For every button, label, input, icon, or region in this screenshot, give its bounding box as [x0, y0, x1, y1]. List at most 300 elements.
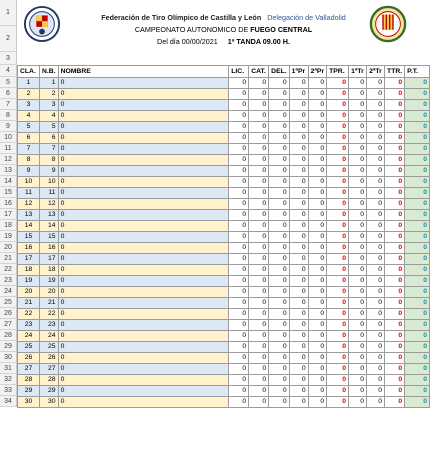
row-header[interactable]: 16	[0, 198, 17, 209]
del-cell[interactable]: 0	[269, 320, 289, 331]
pr1-cell[interactable]: 0	[289, 155, 308, 166]
tpr-cell[interactable]: 0	[327, 100, 349, 111]
tr2-cell[interactable]: 0	[367, 287, 385, 298]
cat-cell[interactable]: 0	[249, 353, 269, 364]
tr2-cell[interactable]: 0	[367, 89, 385, 100]
name-cell[interactable]: 0	[58, 243, 229, 254]
cat-cell[interactable]: 0	[249, 287, 269, 298]
row-header[interactable]: 9	[0, 121, 17, 132]
cla-cell[interactable]: 10	[18, 177, 40, 188]
tpr-cell[interactable]: 0	[327, 364, 349, 375]
name-cell[interactable]: 0	[58, 144, 229, 155]
lic-cell[interactable]: 0	[229, 375, 249, 386]
tr2-cell[interactable]: 0	[367, 221, 385, 232]
row-header[interactable]: 31	[0, 363, 17, 374]
tpr-cell[interactable]: 0	[327, 133, 349, 144]
tpr-cell[interactable]: 0	[327, 155, 349, 166]
column-header[interactable]: 1ªPr	[289, 66, 308, 78]
cat-cell[interactable]: 0	[249, 166, 269, 177]
tr2-cell[interactable]: 0	[367, 397, 385, 408]
pt-cell[interactable]: 0	[405, 353, 430, 364]
row-header[interactable]: 32	[0, 374, 17, 385]
tr2-cell[interactable]: 0	[367, 320, 385, 331]
tr2-cell[interactable]: 0	[367, 353, 385, 364]
tr2-cell[interactable]: 0	[367, 364, 385, 375]
row-header[interactable]: 10	[0, 132, 17, 143]
tpr-cell[interactable]: 0	[327, 309, 349, 320]
cat-cell[interactable]: 0	[249, 276, 269, 287]
lic-cell[interactable]: 0	[229, 276, 249, 287]
tr2-cell[interactable]: 0	[367, 309, 385, 320]
pr1-cell[interactable]: 0	[289, 265, 308, 276]
tpr-cell[interactable]: 0	[327, 298, 349, 309]
cat-cell[interactable]: 0	[249, 375, 269, 386]
tr1-cell[interactable]: 0	[349, 221, 367, 232]
tr1-cell[interactable]: 0	[349, 276, 367, 287]
name-cell[interactable]: 0	[58, 89, 229, 100]
pr1-cell[interactable]: 0	[289, 298, 308, 309]
tpr-cell[interactable]: 0	[327, 144, 349, 155]
lic-cell[interactable]: 0	[229, 243, 249, 254]
nb-cell[interactable]: 17	[39, 254, 58, 265]
lic-cell[interactable]: 0	[229, 188, 249, 199]
row-header[interactable]: 29	[0, 341, 17, 352]
name-cell[interactable]: 0	[58, 210, 229, 221]
ttr-cell[interactable]: 0	[385, 144, 405, 155]
row-header[interactable]: 5	[0, 77, 17, 88]
tr2-cell[interactable]: 0	[367, 166, 385, 177]
pr1-cell[interactable]: 0	[289, 199, 308, 210]
del-cell[interactable]: 0	[269, 166, 289, 177]
tr2-cell[interactable]: 0	[367, 254, 385, 265]
cla-cell[interactable]: 3	[18, 100, 40, 111]
pr1-cell[interactable]: 0	[289, 254, 308, 265]
nb-cell[interactable]: 26	[39, 353, 58, 364]
del-cell[interactable]: 0	[269, 309, 289, 320]
pt-cell[interactable]: 0	[405, 188, 430, 199]
lic-cell[interactable]: 0	[229, 265, 249, 276]
tr1-cell[interactable]: 0	[349, 100, 367, 111]
nb-cell[interactable]: 11	[39, 188, 58, 199]
pt-cell[interactable]: 0	[405, 254, 430, 265]
name-cell[interactable]: 0	[58, 232, 229, 243]
nb-cell[interactable]: 19	[39, 276, 58, 287]
pr2-cell[interactable]: 0	[308, 100, 326, 111]
pt-cell[interactable]: 0	[405, 375, 430, 386]
pt-cell[interactable]: 0	[405, 232, 430, 243]
cla-cell[interactable]: 27	[18, 364, 40, 375]
column-header[interactable]: CAT.	[249, 66, 269, 78]
pr1-cell[interactable]: 0	[289, 166, 308, 177]
name-cell[interactable]: 0	[58, 320, 229, 331]
lic-cell[interactable]: 0	[229, 342, 249, 353]
tpr-cell[interactable]: 0	[327, 122, 349, 133]
ttr-cell[interactable]: 0	[385, 254, 405, 265]
ttr-cell[interactable]: 0	[385, 78, 405, 89]
tpr-cell[interactable]: 0	[327, 386, 349, 397]
cat-cell[interactable]: 0	[249, 254, 269, 265]
nb-cell[interactable]: 4	[39, 111, 58, 122]
tr1-cell[interactable]: 0	[349, 177, 367, 188]
del-cell[interactable]: 0	[269, 78, 289, 89]
nb-cell[interactable]: 29	[39, 386, 58, 397]
tpr-cell[interactable]: 0	[327, 210, 349, 221]
tpr-cell[interactable]: 0	[327, 320, 349, 331]
tr1-cell[interactable]: 0	[349, 232, 367, 243]
cat-cell[interactable]: 0	[249, 298, 269, 309]
nb-cell[interactable]: 10	[39, 177, 58, 188]
tpr-cell[interactable]: 0	[327, 232, 349, 243]
cla-cell[interactable]: 20	[18, 287, 40, 298]
lic-cell[interactable]: 0	[229, 254, 249, 265]
nb-cell[interactable]: 24	[39, 331, 58, 342]
pt-cell[interactable]: 0	[405, 166, 430, 177]
cat-cell[interactable]: 0	[249, 133, 269, 144]
name-cell[interactable]: 0	[58, 221, 229, 232]
column-header[interactable]: 1ªTr	[349, 66, 367, 78]
pt-cell[interactable]: 0	[405, 221, 430, 232]
cla-cell[interactable]: 12	[18, 199, 40, 210]
tr2-cell[interactable]: 0	[367, 298, 385, 309]
tr1-cell[interactable]: 0	[349, 287, 367, 298]
cla-cell[interactable]: 7	[18, 144, 40, 155]
ttr-cell[interactable]: 0	[385, 155, 405, 166]
tr1-cell[interactable]: 0	[349, 364, 367, 375]
pr1-cell[interactable]: 0	[289, 188, 308, 199]
pt-cell[interactable]: 0	[405, 276, 430, 287]
cat-cell[interactable]: 0	[249, 155, 269, 166]
ttr-cell[interactable]: 0	[385, 221, 405, 232]
pt-cell[interactable]: 0	[405, 199, 430, 210]
column-header[interactable]: 2ªTr	[367, 66, 385, 78]
pt-cell[interactable]: 0	[405, 100, 430, 111]
del-cell[interactable]: 0	[269, 111, 289, 122]
pr1-cell[interactable]: 0	[289, 386, 308, 397]
pr1-cell[interactable]: 0	[289, 111, 308, 122]
tr2-cell[interactable]: 0	[367, 210, 385, 221]
nb-cell[interactable]: 27	[39, 364, 58, 375]
row-header[interactable]: 15	[0, 187, 17, 198]
lic-cell[interactable]: 0	[229, 309, 249, 320]
cla-cell[interactable]: 5	[18, 122, 40, 133]
lic-cell[interactable]: 0	[229, 166, 249, 177]
nb-cell[interactable]: 7	[39, 144, 58, 155]
cat-cell[interactable]: 0	[249, 122, 269, 133]
ttr-cell[interactable]: 0	[385, 287, 405, 298]
nb-cell[interactable]: 2	[39, 89, 58, 100]
tr1-cell[interactable]: 0	[349, 122, 367, 133]
del-cell[interactable]: 0	[269, 375, 289, 386]
cat-cell[interactable]: 0	[249, 309, 269, 320]
column-header[interactable]: P.T.	[405, 66, 430, 78]
row-header[interactable]: 21	[0, 253, 17, 264]
pt-cell[interactable]: 0	[405, 177, 430, 188]
nb-cell[interactable]: 30	[39, 397, 58, 408]
ttr-cell[interactable]: 0	[385, 386, 405, 397]
row-header[interactable]: 8	[0, 110, 17, 121]
cla-cell[interactable]: 2	[18, 89, 40, 100]
row-header[interactable]: 3	[0, 52, 17, 65]
tr1-cell[interactable]: 0	[349, 320, 367, 331]
tr2-cell[interactable]: 0	[367, 111, 385, 122]
lic-cell[interactable]: 0	[229, 144, 249, 155]
del-cell[interactable]: 0	[269, 276, 289, 287]
tr1-cell[interactable]: 0	[349, 188, 367, 199]
ttr-cell[interactable]: 0	[385, 298, 405, 309]
ttr-cell[interactable]: 0	[385, 364, 405, 375]
tr2-cell[interactable]: 0	[367, 342, 385, 353]
tr2-cell[interactable]: 0	[367, 100, 385, 111]
ttr-cell[interactable]: 0	[385, 210, 405, 221]
row-header[interactable]: 6	[0, 88, 17, 99]
nb-cell[interactable]: 28	[39, 375, 58, 386]
del-cell[interactable]: 0	[269, 100, 289, 111]
lic-cell[interactable]: 0	[229, 111, 249, 122]
tr2-cell[interactable]: 0	[367, 232, 385, 243]
pr2-cell[interactable]: 0	[308, 89, 326, 100]
cla-cell[interactable]: 15	[18, 232, 40, 243]
cla-cell[interactable]: 30	[18, 397, 40, 408]
tr2-cell[interactable]: 0	[367, 78, 385, 89]
row-header[interactable]: 1	[0, 0, 17, 26]
ttr-cell[interactable]: 0	[385, 375, 405, 386]
cat-cell[interactable]: 0	[249, 177, 269, 188]
nb-cell[interactable]: 25	[39, 342, 58, 353]
nb-cell[interactable]: 18	[39, 265, 58, 276]
pt-cell[interactable]: 0	[405, 287, 430, 298]
pr1-cell[interactable]: 0	[289, 177, 308, 188]
row-header[interactable]: 18	[0, 220, 17, 231]
tr2-cell[interactable]: 0	[367, 199, 385, 210]
row-header[interactable]: 11	[0, 143, 17, 154]
del-cell[interactable]: 0	[269, 287, 289, 298]
cla-cell[interactable]: 29	[18, 386, 40, 397]
column-header[interactable]: LIC.	[229, 66, 249, 78]
pr1-cell[interactable]: 0	[289, 210, 308, 221]
tpr-cell[interactable]: 0	[327, 331, 349, 342]
pr1-cell[interactable]: 0	[289, 287, 308, 298]
cat-cell[interactable]: 0	[249, 221, 269, 232]
tr2-cell[interactable]: 0	[367, 177, 385, 188]
lic-cell[interactable]: 0	[229, 89, 249, 100]
cat-cell[interactable]: 0	[249, 364, 269, 375]
pr2-cell[interactable]: 0	[308, 353, 326, 364]
del-cell[interactable]: 0	[269, 397, 289, 408]
nb-cell[interactable]: 6	[39, 133, 58, 144]
pt-cell[interactable]: 0	[405, 265, 430, 276]
name-cell[interactable]: 0	[58, 386, 229, 397]
row-header[interactable]: 12	[0, 154, 17, 165]
tr1-cell[interactable]: 0	[349, 210, 367, 221]
name-cell[interactable]: 0	[58, 133, 229, 144]
cat-cell[interactable]: 0	[249, 199, 269, 210]
lic-cell[interactable]: 0	[229, 397, 249, 408]
row-header[interactable]: 28	[0, 330, 17, 341]
tr1-cell[interactable]: 0	[349, 166, 367, 177]
pt-cell[interactable]: 0	[405, 144, 430, 155]
column-header[interactable]: CLA.	[18, 66, 40, 78]
name-cell[interactable]: 0	[58, 309, 229, 320]
pt-cell[interactable]: 0	[405, 243, 430, 254]
lic-cell[interactable]: 0	[229, 331, 249, 342]
pt-cell[interactable]: 0	[405, 298, 430, 309]
row-header[interactable]: 4	[0, 65, 17, 77]
nb-cell[interactable]: 9	[39, 166, 58, 177]
lic-cell[interactable]: 0	[229, 221, 249, 232]
tpr-cell[interactable]: 0	[327, 287, 349, 298]
tr1-cell[interactable]: 0	[349, 397, 367, 408]
nb-cell[interactable]: 8	[39, 155, 58, 166]
pt-cell[interactable]: 0	[405, 78, 430, 89]
cla-cell[interactable]: 18	[18, 265, 40, 276]
pr2-cell[interactable]: 0	[308, 199, 326, 210]
tr1-cell[interactable]: 0	[349, 199, 367, 210]
ttr-cell[interactable]: 0	[385, 265, 405, 276]
pr2-cell[interactable]: 0	[308, 364, 326, 375]
pt-cell[interactable]: 0	[405, 364, 430, 375]
ttr-cell[interactable]: 0	[385, 111, 405, 122]
ttr-cell[interactable]: 0	[385, 100, 405, 111]
name-cell[interactable]: 0	[58, 342, 229, 353]
pr2-cell[interactable]: 0	[308, 243, 326, 254]
del-cell[interactable]: 0	[269, 342, 289, 353]
ttr-cell[interactable]: 0	[385, 166, 405, 177]
pr1-cell[interactable]: 0	[289, 320, 308, 331]
tr1-cell[interactable]: 0	[349, 155, 367, 166]
cat-cell[interactable]: 0	[249, 320, 269, 331]
row-header[interactable]: 22	[0, 264, 17, 275]
ttr-cell[interactable]: 0	[385, 188, 405, 199]
pt-cell[interactable]: 0	[405, 397, 430, 408]
tr1-cell[interactable]: 0	[349, 254, 367, 265]
cla-cell[interactable]: 24	[18, 331, 40, 342]
pr2-cell[interactable]: 0	[308, 276, 326, 287]
tpr-cell[interactable]: 0	[327, 188, 349, 199]
pr2-cell[interactable]: 0	[308, 232, 326, 243]
tr1-cell[interactable]: 0	[349, 265, 367, 276]
del-cell[interactable]: 0	[269, 155, 289, 166]
tpr-cell[interactable]: 0	[327, 111, 349, 122]
tpr-cell[interactable]: 0	[327, 342, 349, 353]
cat-cell[interactable]: 0	[249, 111, 269, 122]
pr1-cell[interactable]: 0	[289, 122, 308, 133]
lic-cell[interactable]: 0	[229, 287, 249, 298]
name-cell[interactable]: 0	[58, 166, 229, 177]
name-cell[interactable]: 0	[58, 111, 229, 122]
cla-cell[interactable]: 9	[18, 166, 40, 177]
cla-cell[interactable]: 22	[18, 309, 40, 320]
pt-cell[interactable]: 0	[405, 386, 430, 397]
pr1-cell[interactable]: 0	[289, 276, 308, 287]
nb-cell[interactable]: 21	[39, 298, 58, 309]
pr2-cell[interactable]: 0	[308, 78, 326, 89]
tr2-cell[interactable]: 0	[367, 243, 385, 254]
pt-cell[interactable]: 0	[405, 122, 430, 133]
nb-cell[interactable]: 5	[39, 122, 58, 133]
name-cell[interactable]: 0	[58, 265, 229, 276]
ttr-cell[interactable]: 0	[385, 397, 405, 408]
tr2-cell[interactable]: 0	[367, 386, 385, 397]
name-cell[interactable]: 0	[58, 78, 229, 89]
name-cell[interactable]: 0	[58, 375, 229, 386]
tr1-cell[interactable]: 0	[349, 353, 367, 364]
ttr-cell[interactable]: 0	[385, 199, 405, 210]
pr1-cell[interactable]: 0	[289, 221, 308, 232]
ttr-cell[interactable]: 0	[385, 331, 405, 342]
tpr-cell[interactable]: 0	[327, 353, 349, 364]
tr2-cell[interactable]: 0	[367, 133, 385, 144]
lic-cell[interactable]: 0	[229, 210, 249, 221]
pr2-cell[interactable]: 0	[308, 210, 326, 221]
row-header[interactable]: 7	[0, 99, 17, 110]
tpr-cell[interactable]: 0	[327, 177, 349, 188]
nb-cell[interactable]: 15	[39, 232, 58, 243]
ttr-cell[interactable]: 0	[385, 276, 405, 287]
row-header[interactable]: 19	[0, 231, 17, 242]
pr1-cell[interactable]: 0	[289, 331, 308, 342]
row-header[interactable]: 14	[0, 176, 17, 187]
pt-cell[interactable]: 0	[405, 133, 430, 144]
name-cell[interactable]: 0	[58, 353, 229, 364]
pr2-cell[interactable]: 0	[308, 331, 326, 342]
cla-cell[interactable]: 1	[18, 78, 40, 89]
pt-cell[interactable]: 0	[405, 155, 430, 166]
cla-cell[interactable]: 21	[18, 298, 40, 309]
lic-cell[interactable]: 0	[229, 78, 249, 89]
lic-cell[interactable]: 0	[229, 199, 249, 210]
tr1-cell[interactable]: 0	[349, 309, 367, 320]
tpr-cell[interactable]: 0	[327, 166, 349, 177]
pr2-cell[interactable]: 0	[308, 375, 326, 386]
del-cell[interactable]: 0	[269, 177, 289, 188]
cla-cell[interactable]: 16	[18, 243, 40, 254]
lic-cell[interactable]: 0	[229, 298, 249, 309]
name-cell[interactable]: 0	[58, 155, 229, 166]
nb-cell[interactable]: 16	[39, 243, 58, 254]
cat-cell[interactable]: 0	[249, 386, 269, 397]
pr2-cell[interactable]: 0	[308, 122, 326, 133]
cat-cell[interactable]: 0	[249, 210, 269, 221]
pr1-cell[interactable]: 0	[289, 78, 308, 89]
name-cell[interactable]: 0	[58, 276, 229, 287]
del-cell[interactable]: 0	[269, 144, 289, 155]
tr2-cell[interactable]: 0	[367, 155, 385, 166]
name-cell[interactable]: 0	[58, 364, 229, 375]
del-cell[interactable]: 0	[269, 210, 289, 221]
row-header[interactable]: 30	[0, 352, 17, 363]
tpr-cell[interactable]: 0	[327, 221, 349, 232]
pr2-cell[interactable]: 0	[308, 188, 326, 199]
tr2-cell[interactable]: 0	[367, 331, 385, 342]
cat-cell[interactable]: 0	[249, 331, 269, 342]
tr1-cell[interactable]: 0	[349, 144, 367, 155]
name-cell[interactable]: 0	[58, 100, 229, 111]
row-header[interactable]: 27	[0, 319, 17, 330]
pr1-cell[interactable]: 0	[289, 243, 308, 254]
lic-cell[interactable]: 0	[229, 386, 249, 397]
lic-cell[interactable]: 0	[229, 177, 249, 188]
ttr-cell[interactable]: 0	[385, 243, 405, 254]
pr1-cell[interactable]: 0	[289, 342, 308, 353]
pr2-cell[interactable]: 0	[308, 133, 326, 144]
cat-cell[interactable]: 0	[249, 232, 269, 243]
name-cell[interactable]: 0	[58, 177, 229, 188]
tr2-cell[interactable]: 0	[367, 122, 385, 133]
name-cell[interactable]: 0	[58, 254, 229, 265]
tr1-cell[interactable]: 0	[349, 243, 367, 254]
tpr-cell[interactable]: 0	[327, 254, 349, 265]
name-cell[interactable]: 0	[58, 188, 229, 199]
